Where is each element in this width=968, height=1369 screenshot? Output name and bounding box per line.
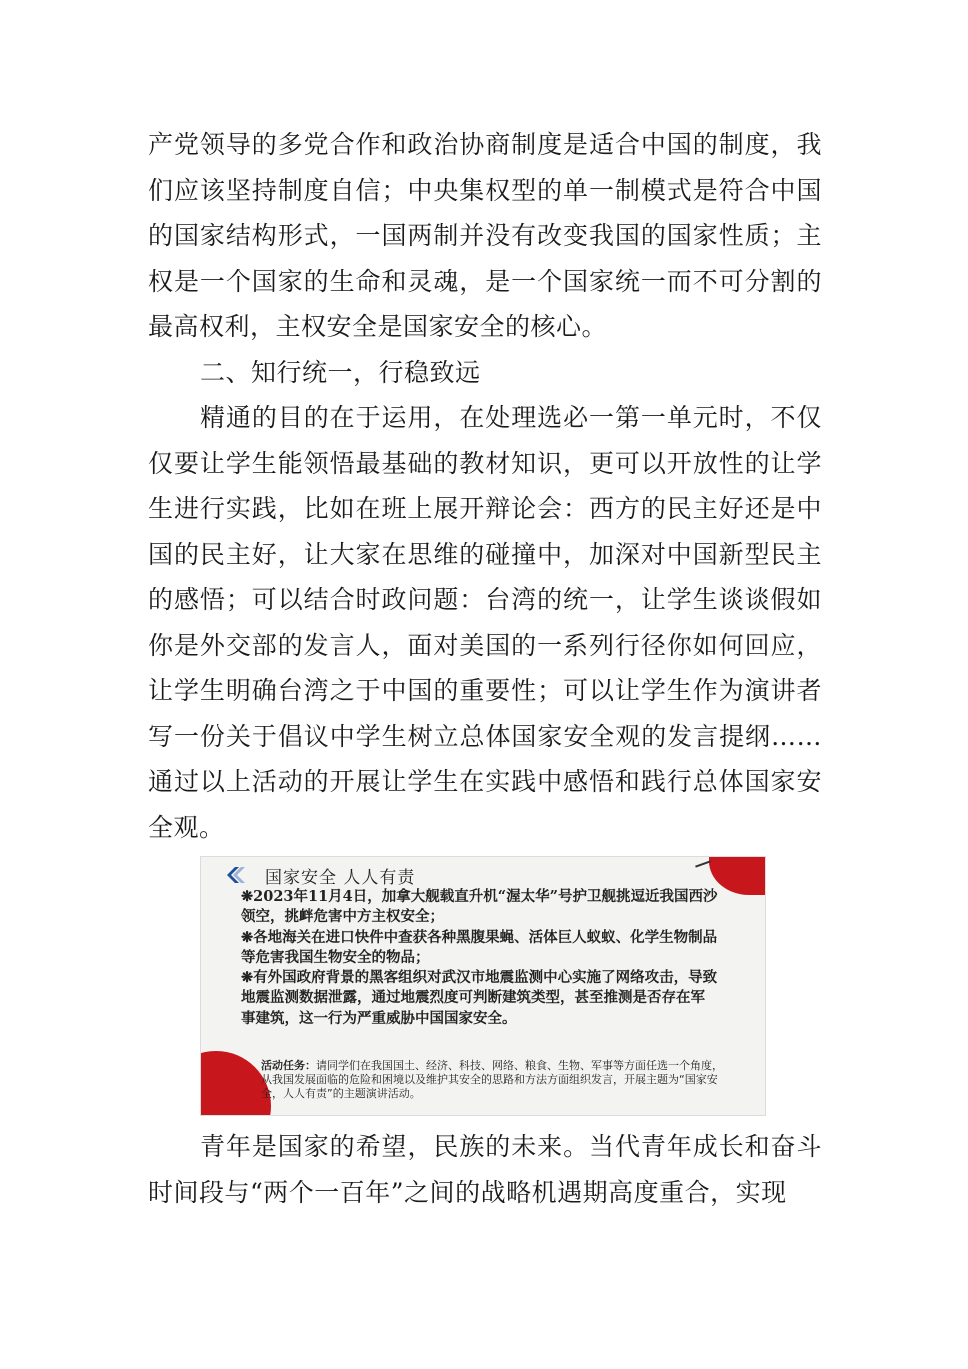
section-heading: 二、知行统一，行稳致远 xyxy=(200,357,481,387)
body-text-top xyxy=(148,122,822,850)
incident-list xyxy=(241,887,719,1029)
paragraph-youth: 青年是国家的希望，民族的未来。当代青年成长和奋斗时间段与“两个一百年”之间的战略机遇期高度重合，实现 xyxy=(148,1132,822,1207)
figure-header xyxy=(227,863,415,887)
paragraph-practice: 精通的目的在于运用，在处理选必一第一单元时，不仅仅要让学生能领悟最基础的教材知识，更可以开放性的让学生进行实践，比如在班上展开辩论会：西方的民主好还是中国的民主好，让大家在思维的碰撞中，加深对中国新型民主的感悟；可以结合时政问题：台湾的统一，让学生谈谈假如你是外交部的发言人，面对美国的一系列行径你如何回应，让学生明确台湾之于中国的重要性；可以让学生作为演讲者写一份关于倡议中学生树立总体国家安全观的发言提纲……通过以上活动的开展让学生在实践中感悟和践行总体国家安全观。 xyxy=(148,403,822,842)
paragraph-continued: 产党领导的多党合作和政治协商制度是适合中国的制度，我们应该坚持制度自信；中央集权型的单一制模式是符合中国的国家结构形式，一国两制并没有改变我国的国家性质；主权是一个国家的生命和灵魂，是一个国家统一而不可分割的最高权利，主权安全是国家安全的核心。 xyxy=(148,130,822,341)
body-text-bottom xyxy=(148,1124,822,1215)
list-item: ❋有外国政府背景的黑客组织对武汉市地震监测中心实施了网络攻击，导致地震监测数据泄露，通过地震烈度可判断建筑类型，甚至推测是否存在军事建筑，这一行为严重威胁中国国家安全。 xyxy=(241,969,718,1027)
activity-task xyxy=(261,1059,727,1101)
figure-title: 国家安全 人人有责 xyxy=(265,867,416,888)
task-label: 活动任务： xyxy=(261,1059,316,1072)
task-text: 请同学们在我国国土、经济、科技、网络、粮食、生物、军事等方面任选一个角度，从我国发展面临的危险和困境以及维护其安全的思路和方法方面组织发言，开展主题为“国家安全，人人有责”的主题演讲活动。 xyxy=(261,1059,723,1100)
list-item: ❋各地海关在进口快件中查获各种黑腹果蝇、活体巨人蚁蚁、化学生物制品等危害我国生物安全的物品； xyxy=(241,928,718,966)
activity-figure xyxy=(200,856,766,1116)
list-item: ❋2023年11月4日，加拿大舰载直升机“渥太华”号护卫舰挑逗近我国西沙领空，挑衅危害中方主权安全； xyxy=(241,888,718,926)
chevron-left-icon xyxy=(227,867,247,883)
